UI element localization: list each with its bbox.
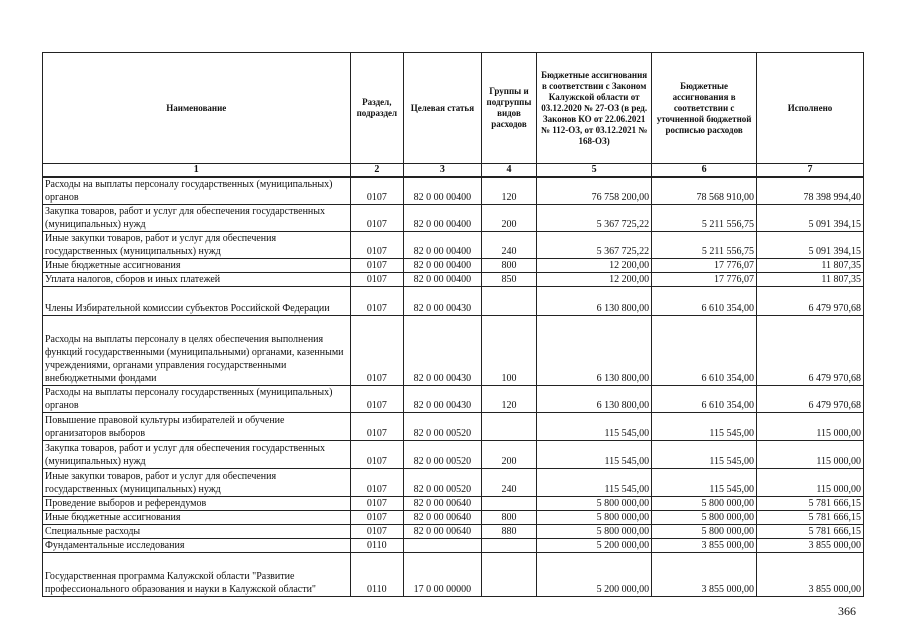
row-statya: 82 0 00 00520 — [404, 441, 482, 469]
row-law: 6 130 800,00 — [537, 316, 652, 386]
table-row — [43, 259, 864, 273]
row-plan: 6 610 354,00 — [652, 316, 757, 386]
row-done: 3 855 000,00 — [757, 539, 864, 553]
row-statya: 82 0 00 00430 — [404, 287, 482, 316]
row-plan: 6 610 354,00 — [652, 287, 757, 316]
row-vid — [481, 539, 536, 553]
row-vid: 120 — [481, 386, 536, 413]
row-plan: 5 800 000,00 — [652, 497, 757, 511]
row-name: Фундаментальные исследования — [43, 539, 351, 553]
row-razdel: 0107 — [350, 441, 403, 469]
row-statya: 82 0 00 00430 — [404, 386, 482, 413]
row-vid — [481, 287, 536, 316]
row-law: 115 545,00 — [537, 441, 652, 469]
row-done: 5 781 666,15 — [757, 497, 864, 511]
header-statya: Целевая статья — [404, 53, 482, 164]
row-plan: 3 855 000,00 — [652, 539, 757, 553]
row-razdel: 0107 — [350, 469, 403, 497]
row-vid: 800 — [481, 511, 536, 525]
row-done: 5 091 394,15 — [757, 205, 864, 232]
row-name: Расходы на выплаты персоналу государственных (муниципальных) органов — [43, 177, 351, 205]
table-row — [43, 553, 864, 597]
row-name: Расходы на выплаты персоналу в целях обеспечения выполнения функций государственными (муниципальными) органами, казенными учреждениями, органами управления государственными внебюджетными фондами — [43, 316, 351, 386]
row-razdel: 0107 — [350, 386, 403, 413]
row-vid: 880 — [481, 525, 536, 539]
row-vid: 100 — [481, 316, 536, 386]
row-razdel: 0107 — [350, 232, 403, 259]
row-plan: 5 800 000,00 — [652, 525, 757, 539]
row-law: 5 800 000,00 — [537, 525, 652, 539]
row-law: 6 130 800,00 — [537, 287, 652, 316]
row-statya: 82 0 00 00520 — [404, 469, 482, 497]
row-name: Проведение выборов и референдумов — [43, 497, 351, 511]
row-done: 5 091 394,15 — [757, 232, 864, 259]
row-done: 11 807,35 — [757, 273, 864, 287]
table-row — [43, 177, 864, 205]
row-razdel: 0107 — [350, 525, 403, 539]
row-vid — [481, 553, 536, 597]
row-vid: 850 — [481, 273, 536, 287]
column-number: 4 — [481, 164, 536, 178]
row-statya: 82 0 00 00430 — [404, 316, 482, 386]
row-plan: 17 776,07 — [652, 273, 757, 287]
row-done: 115 000,00 — [757, 413, 864, 441]
row-law: 76 758 200,00 — [537, 177, 652, 205]
page-number: 366 — [838, 604, 856, 618]
row-done: 6 479 970,68 — [757, 287, 864, 316]
row-name: Государственная программа Калужской области "Развитие профессионального образования и науки в Калужской области" — [43, 553, 351, 597]
table-header-row — [43, 53, 864, 164]
row-law: 12 200,00 — [537, 273, 652, 287]
row-done: 115 000,00 — [757, 441, 864, 469]
column-number: 3 — [404, 164, 482, 178]
row-plan: 78 568 910,00 — [652, 177, 757, 205]
row-done: 78 398 994,40 — [757, 177, 864, 205]
row-razdel: 0110 — [350, 539, 403, 553]
row-done: 3 855 000,00 — [757, 553, 864, 597]
row-law: 5 200 000,00 — [537, 553, 652, 597]
row-done: 6 479 970,68 — [757, 386, 864, 413]
row-plan: 115 545,00 — [652, 413, 757, 441]
row-name: Закупка товаров, работ и услуг для обеспечения государственных (муниципальных) нужд — [43, 441, 351, 469]
row-plan: 17 776,07 — [652, 259, 757, 273]
row-razdel: 0107 — [350, 287, 403, 316]
row-statya: 82 0 00 00400 — [404, 177, 482, 205]
row-statya: 82 0 00 00520 — [404, 413, 482, 441]
row-done: 5 781 666,15 — [757, 525, 864, 539]
row-plan: 3 855 000,00 — [652, 553, 757, 597]
row-plan: 115 545,00 — [652, 469, 757, 497]
table-row — [43, 539, 864, 553]
row-law: 5 367 725,22 — [537, 232, 652, 259]
row-name: Уплата налогов, сборов и иных платежей — [43, 273, 351, 287]
row-vid: 200 — [481, 441, 536, 469]
table-row — [43, 287, 864, 316]
row-name: Закупка товаров, работ и услуг для обеспечения государственных (муниципальных) нужд — [43, 205, 351, 232]
row-statya: 82 0 00 00400 — [404, 232, 482, 259]
table-row — [43, 511, 864, 525]
row-name: Специальные расходы — [43, 525, 351, 539]
row-law: 12 200,00 — [537, 259, 652, 273]
row-law: 5 200 000,00 — [537, 539, 652, 553]
table-row — [43, 413, 864, 441]
row-vid: 800 — [481, 259, 536, 273]
table-row — [43, 441, 864, 469]
header-vid: Группы и подгруппы видов расходов — [481, 53, 536, 164]
row-vid: 120 — [481, 177, 536, 205]
row-law: 5 800 000,00 — [537, 497, 652, 511]
table-row — [43, 525, 864, 539]
row-statya: 82 0 00 00400 — [404, 273, 482, 287]
row-razdel: 0107 — [350, 511, 403, 525]
table-row — [43, 232, 864, 259]
row-done: 115 000,00 — [757, 469, 864, 497]
row-name: Члены Избирательной комиссии субъектов Российской Федерации — [43, 287, 351, 316]
row-statya: 82 0 00 00640 — [404, 525, 482, 539]
row-plan: 115 545,00 — [652, 441, 757, 469]
row-razdel: 0110 — [350, 553, 403, 597]
row-name: Иные бюджетные ассигнования — [43, 259, 351, 273]
budget-table — [42, 52, 864, 597]
row-law: 5 367 725,22 — [537, 205, 652, 232]
table-row — [43, 386, 864, 413]
row-name: Расходы на выплаты персоналу государственных (муниципальных) органов — [43, 386, 351, 413]
row-vid: 200 — [481, 205, 536, 232]
row-name: Повышение правовой культуры избирателей и обучение организаторов выборов — [43, 413, 351, 441]
row-statya: 82 0 00 00640 — [404, 511, 482, 525]
header-name: Наименование — [43, 53, 351, 164]
row-statya — [404, 539, 482, 553]
row-law: 115 545,00 — [537, 413, 652, 441]
column-number: 5 — [537, 164, 652, 178]
row-plan: 5 211 556,75 — [652, 205, 757, 232]
column-number: 7 — [757, 164, 864, 178]
header-razdel: Раздел, подраздел — [350, 53, 403, 164]
row-vid: 240 — [481, 232, 536, 259]
row-razdel: 0107 — [350, 316, 403, 386]
row-plan: 6 610 354,00 — [652, 386, 757, 413]
row-done: 6 479 970,68 — [757, 316, 864, 386]
row-done: 11 807,35 — [757, 259, 864, 273]
row-name: Иные закупки товаров, работ и услуг для обеспечения государственных (муниципальных) нужд — [43, 469, 351, 497]
row-vid — [481, 497, 536, 511]
table-row — [43, 205, 864, 232]
column-number: 1 — [43, 164, 351, 178]
header-executed: Исполнено — [757, 53, 864, 164]
row-razdel: 0107 — [350, 413, 403, 441]
column-number-row — [43, 164, 864, 178]
row-razdel: 0107 — [350, 273, 403, 287]
row-name: Иные бюджетные ассигнования — [43, 511, 351, 525]
column-number: 2 — [350, 164, 403, 178]
table-row — [43, 316, 864, 386]
row-law: 115 545,00 — [537, 469, 652, 497]
row-law: 5 800 000,00 — [537, 511, 652, 525]
row-statya: 82 0 00 00400 — [404, 205, 482, 232]
row-razdel: 0107 — [350, 177, 403, 205]
row-law: 6 130 800,00 — [537, 386, 652, 413]
column-number: 6 — [652, 164, 757, 178]
table-row — [43, 273, 864, 287]
row-razdel: 0107 — [350, 205, 403, 232]
header-law-allocations: Бюджетные ассигнования в соответствии с Законом Калужской области от 03.12.2020 № 27-ОЗ (в ред. Законов КО от 22.06.2021 № 112-ОЗ, от 03.12.2021 № 168-ОЗ) — [537, 53, 652, 164]
row-razdel: 0107 — [350, 259, 403, 273]
table-row — [43, 497, 864, 511]
row-statya: 82 0 00 00400 — [404, 259, 482, 273]
header-plan-allocations: Бюджетные ассигнования в соответствии с уточненной бюджетной росписью расходов — [652, 53, 757, 164]
row-razdel: 0107 — [350, 497, 403, 511]
row-done: 5 781 666,15 — [757, 511, 864, 525]
row-name: Иные закупки товаров, работ и услуг для обеспечения государственных (муниципальных) нужд — [43, 232, 351, 259]
row-statya: 17 0 00 00000 — [404, 553, 482, 597]
row-plan: 5 211 556,75 — [652, 232, 757, 259]
table-row — [43, 469, 864, 497]
row-vid: 240 — [481, 469, 536, 497]
row-vid — [481, 413, 536, 441]
row-statya: 82 0 00 00640 — [404, 497, 482, 511]
row-plan: 5 800 000,00 — [652, 511, 757, 525]
